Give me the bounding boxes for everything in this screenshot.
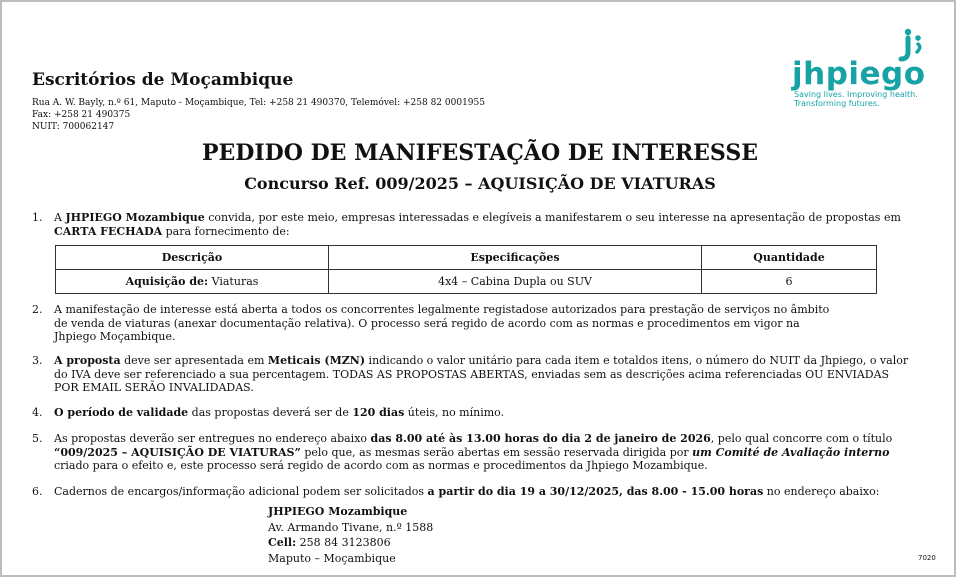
item-number: 2.	[32, 303, 43, 316]
contact-name: JHPIEGO Mozambique	[268, 505, 408, 518]
emphasis: “009/2025 – AQUISIÇÃO DE VIATURAS”	[54, 445, 301, 459]
item-text	[54, 354, 912, 395]
office-contact-block	[32, 97, 485, 133]
emphasis: 120 dias	[352, 406, 405, 419]
contact-street: Av. Armando Tivane, n.º 1588	[268, 520, 434, 534]
column-header: Quantidade	[702, 246, 877, 270]
text-run: , pelo qual concorre com o título	[710, 432, 893, 445]
item-number: 1.	[32, 211, 43, 224]
logo-tagline-2: Transforming futures.	[794, 99, 880, 108]
emphasis: a partir do dia 19 a 30/12/2025, das 8.00 - 15.00 horas	[427, 485, 764, 498]
item-number: 5.	[32, 432, 43, 445]
office-fax: Fax: +258 21 490375	[32, 110, 131, 120]
column-header: Descrição	[56, 246, 329, 270]
text-run: das propostas deverá ser de	[188, 406, 353, 419]
emphasis: Meticais (MZN)	[267, 354, 366, 367]
emphasis: CARTA FECHADA	[54, 224, 163, 238]
text-run: convida, por este meio, empresas interessadas e elegíveis a manifestarem o seu interesse na apresentação de propostas em	[204, 211, 901, 224]
item-text: A manifestação de interesse está aberta a todos os concorrentes legalmente registadose autorizados para prestação de serviços no âmbito de venda de viaturas (anexar documentação relativa). O processo será regido de acordo com as normas e procedimentos em vigor na Jhpiego Moçambique.	[54, 303, 830, 343]
cell-label: Aquisição de:	[125, 275, 209, 288]
emphasis: um Comité de Avaliação interno	[692, 445, 890, 459]
table-cell-quantity: 6	[702, 270, 877, 294]
list-item-6	[32, 485, 912, 499]
item-text	[54, 432, 912, 473]
text-run: indicando o valor unitário para cada item e totaldos itens, o número do NUIT da Jhpiego, o valor do IVA deve ser referenciado a sua percentagem. TODAS AS PROPOSTAS ABERTAS, enviadas sem as descrições acima referenciadas OU ENVIADAS POR EMAIL SERÃO INVALIDADAS.	[54, 354, 909, 394]
column-header: Especificações	[329, 246, 702, 270]
office-title: Escritórios de Moçambique	[32, 70, 294, 90]
emphasis: das 8.00 até às 13.00 horas do dia 2 de janeiro de 2026	[370, 432, 711, 445]
list-item-3	[32, 354, 912, 395]
list-item-1	[32, 211, 912, 238]
table-cell-specification: 4x4 – Cabina Dupla ou SUV	[329, 270, 702, 294]
text-run: úteis, no mínimo.	[404, 406, 505, 419]
text-run: A	[54, 211, 66, 224]
jhpiego-logo	[792, 28, 932, 108]
page-subtitle: Concurso Ref. 009/2025 – AQUISIÇÃO DE VIATURAS	[244, 174, 716, 193]
text-run: pelo que, as mesmas serão abertas em sessão reservada dirigida por	[300, 445, 693, 459]
table-row	[56, 270, 877, 294]
office-address: Rua A. W. Bayly, n.º 61, Maputo - Moçambique, Tel: +258 21 490370, Telemóvel: +258 82 0001955	[32, 98, 485, 108]
office-nuit: NUIT: 700062147	[32, 122, 115, 132]
contact-cell-value: 258 84 3123806	[296, 536, 391, 549]
text-run: Cadernos de encargos/informação adicional podem ser solicitados	[54, 485, 428, 498]
table-cell-description	[56, 270, 329, 294]
logo-wordmark: jhpiego	[792, 56, 926, 92]
item-text	[54, 485, 912, 499]
list-item-5	[32, 432, 912, 473]
contact-address-block	[268, 504, 433, 566]
item-number: 4.	[32, 406, 43, 419]
table-header-row	[56, 246, 877, 270]
emphasis: A proposta	[54, 354, 121, 367]
contact-cell-label: Cell:	[268, 536, 297, 549]
item-text	[54, 211, 912, 238]
page-title: PEDIDO DE MANIFESTAÇÃO DE INTERESSE	[202, 140, 758, 166]
emphasis: O período de validade	[54, 406, 189, 419]
text-run: deve ser apresentada em	[120, 354, 268, 367]
item-text	[54, 406, 912, 420]
logo-tagline-1: Saving lives. Improving health.	[794, 90, 918, 99]
list-item-4	[32, 406, 912, 420]
list-item-2	[32, 303, 912, 344]
cell-value: Viaturas	[208, 275, 259, 288]
text-run: criado para o efeito e, este processo será regido de acordo com as normas e procedimentos da Jhpiego Mozambique.	[54, 459, 708, 472]
specification-table	[55, 245, 877, 294]
contact-city: Maputo – Moçambique	[268, 551, 396, 565]
item-number: 3.	[32, 354, 43, 367]
text-run: para fornecimento de:	[162, 224, 290, 238]
item-number: 6.	[32, 485, 43, 498]
org-name: JHPIEGO Mozambique	[65, 211, 205, 224]
footer-code: 7020	[918, 554, 936, 562]
text-run: As propostas deverão ser entregues no endereço abaixo	[54, 432, 371, 445]
text-run: no endereço abaixo:	[763, 485, 880, 498]
